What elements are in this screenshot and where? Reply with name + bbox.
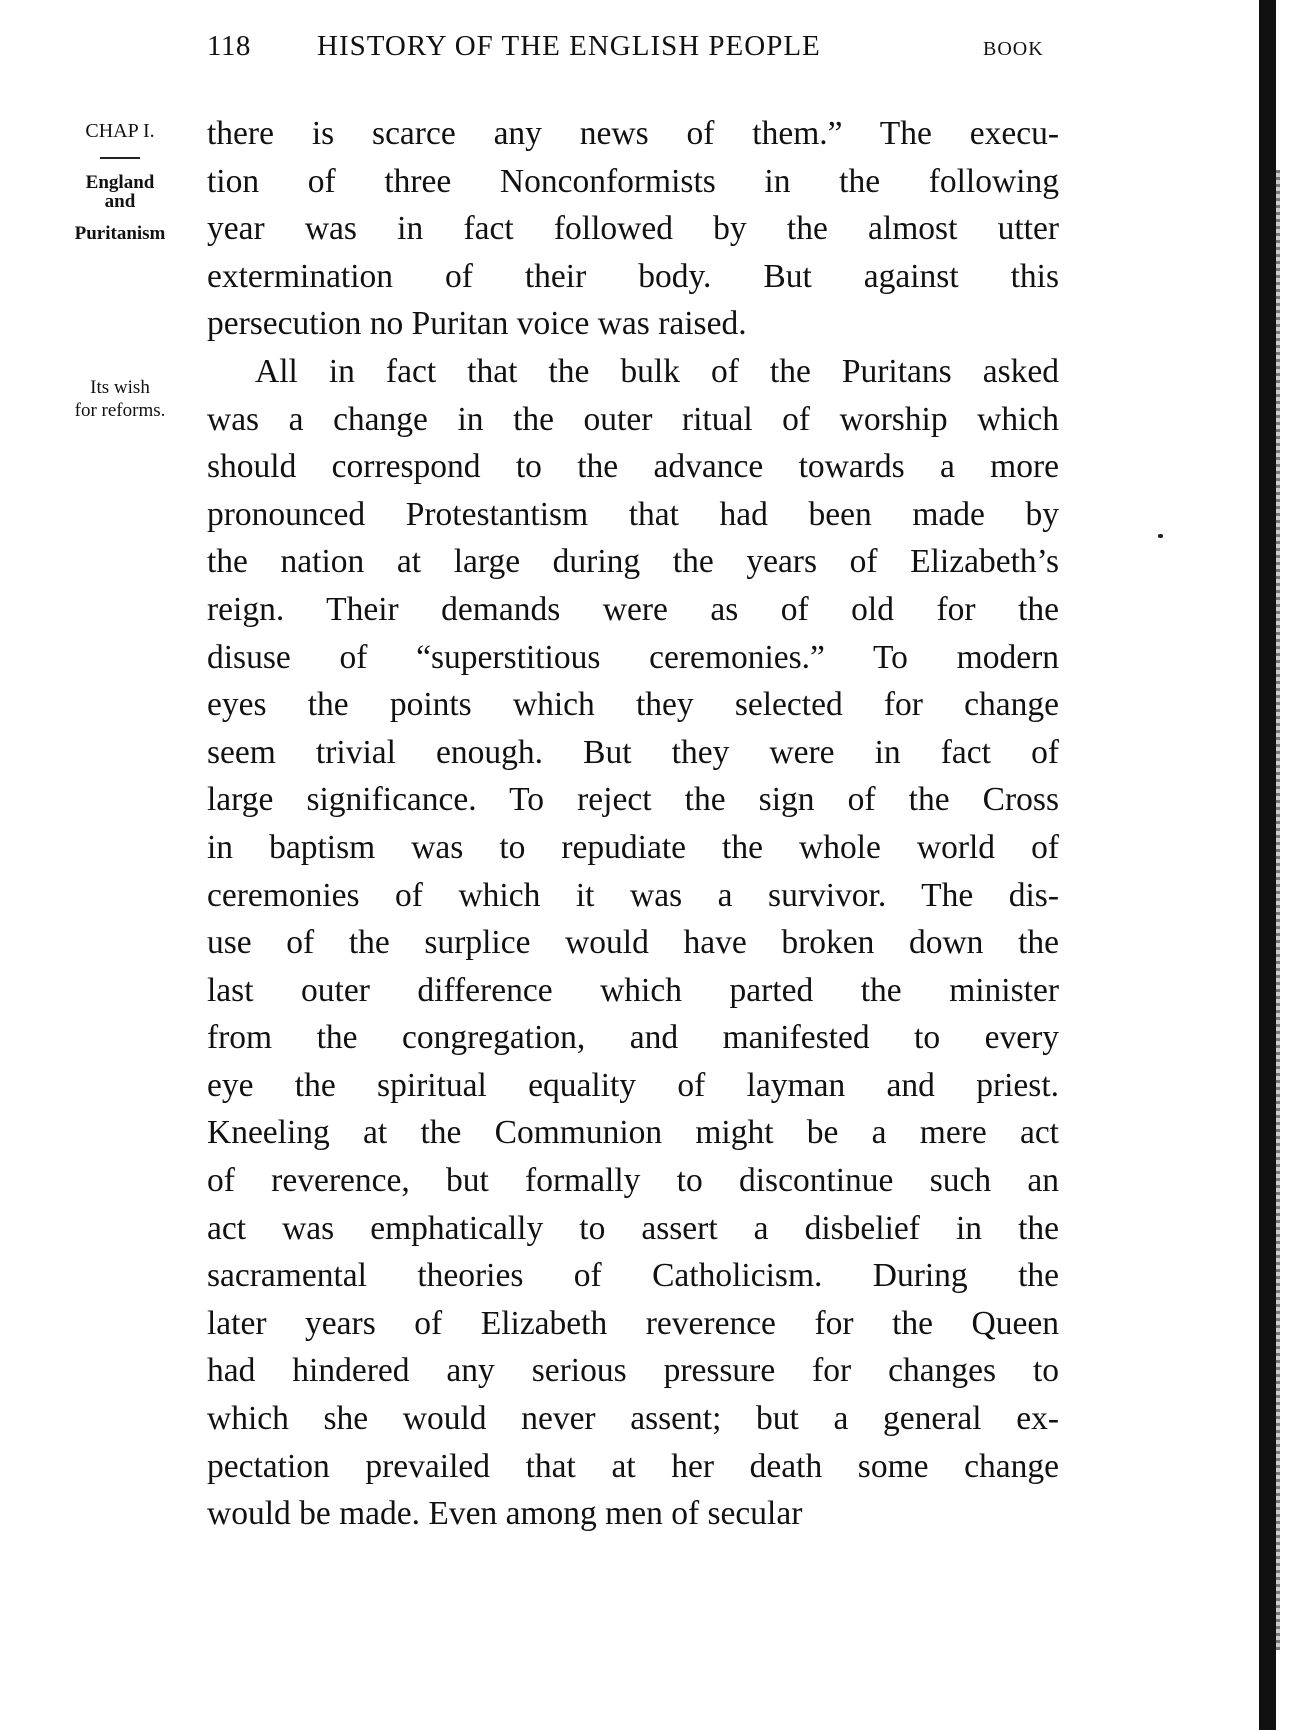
body-text bbox=[207, 110, 1059, 1538]
text-line: use of the surplice would have broken down the bbox=[207, 924, 1059, 962]
text-line: was a change in the outer ritual of worship which bbox=[207, 400, 1059, 438]
text-line: in baptism was to repudiate the whole world of bbox=[207, 828, 1059, 866]
text-line: tion of three Nonconformists in the following bbox=[207, 162, 1059, 200]
running-title: HISTORY OF THE ENGLISH PEOPLE bbox=[317, 30, 821, 62]
text-line: large significance. To reject the sign of the Cross bbox=[207, 781, 1059, 819]
text-line: sacramental theories of Catholicism. During the bbox=[207, 1257, 1059, 1295]
text-line: All in fact that the bulk of the Puritans asked bbox=[255, 352, 1059, 390]
margin-rule bbox=[100, 157, 140, 159]
text-line: ceremonies of which it was a survivor. The dis- bbox=[207, 876, 1059, 914]
text-line: of reverence, but formally to discontinue such an bbox=[207, 1162, 1059, 1200]
book-label: BOOK bbox=[983, 38, 1044, 60]
text-line: last outer difference which parted the minister bbox=[207, 971, 1059, 1009]
margin-chapter: CHAP I. bbox=[85, 120, 155, 142]
margin-topic-line1: England bbox=[85, 172, 155, 193]
text-line: eye the spiritual equality of layman and priest. bbox=[207, 1066, 1059, 1104]
text-line: should correspond to the advance towards a more bbox=[207, 448, 1059, 486]
scan-speck bbox=[1158, 534, 1163, 538]
text-line: persecution no Puritan voice was raised. bbox=[207, 305, 747, 343]
text-line: pronounced Protestantism that had been made by bbox=[207, 495, 1059, 533]
text-line: from the congregation, and manifested to every bbox=[207, 1019, 1059, 1057]
margin-topic-line2: and bbox=[104, 191, 136, 212]
text-line: year was in fact followed by the almost utter bbox=[207, 210, 1059, 248]
text-line: seem trivial enough. But they were in fact of bbox=[207, 733, 1059, 771]
scan-gutter-edge bbox=[1276, 170, 1280, 1650]
text-line: act was emphatically to assert a disbelief in the bbox=[207, 1209, 1059, 1247]
text-line: later years of Elizabeth reverence for the Queen bbox=[207, 1304, 1059, 1342]
margin-topic-line3: Puritanism bbox=[74, 223, 166, 244]
text-line: had hindered any serious pressure for changes to bbox=[207, 1352, 1059, 1390]
text-line: which she would never assent; but a general ex- bbox=[207, 1400, 1059, 1438]
margin-note-line2: for reforms. bbox=[74, 400, 166, 421]
text-line: eyes the points which they selected for change bbox=[207, 686, 1059, 724]
text-line: Kneeling at the Communion might be a mere act bbox=[207, 1114, 1059, 1152]
text-line: disuse of “superstitious ceremonies.” To modern bbox=[207, 638, 1059, 676]
text-line: would be made. Even among men of secular bbox=[207, 1495, 803, 1533]
margin-note-line1: Its wish bbox=[90, 377, 150, 398]
scan-gutter-bar bbox=[1259, 0, 1276, 1730]
text-line: there is scarce any news of them.” The execu- bbox=[207, 115, 1059, 152]
text-line: the nation at large during the years of Elizabeth’s bbox=[207, 543, 1059, 581]
page-number: 118 bbox=[207, 30, 251, 62]
text-line: pectation prevailed that at her death some change bbox=[207, 1447, 1059, 1485]
text-line: extermination of their body. But against this bbox=[207, 257, 1059, 295]
text-line: reign. Their demands were as of old for the bbox=[207, 590, 1059, 628]
